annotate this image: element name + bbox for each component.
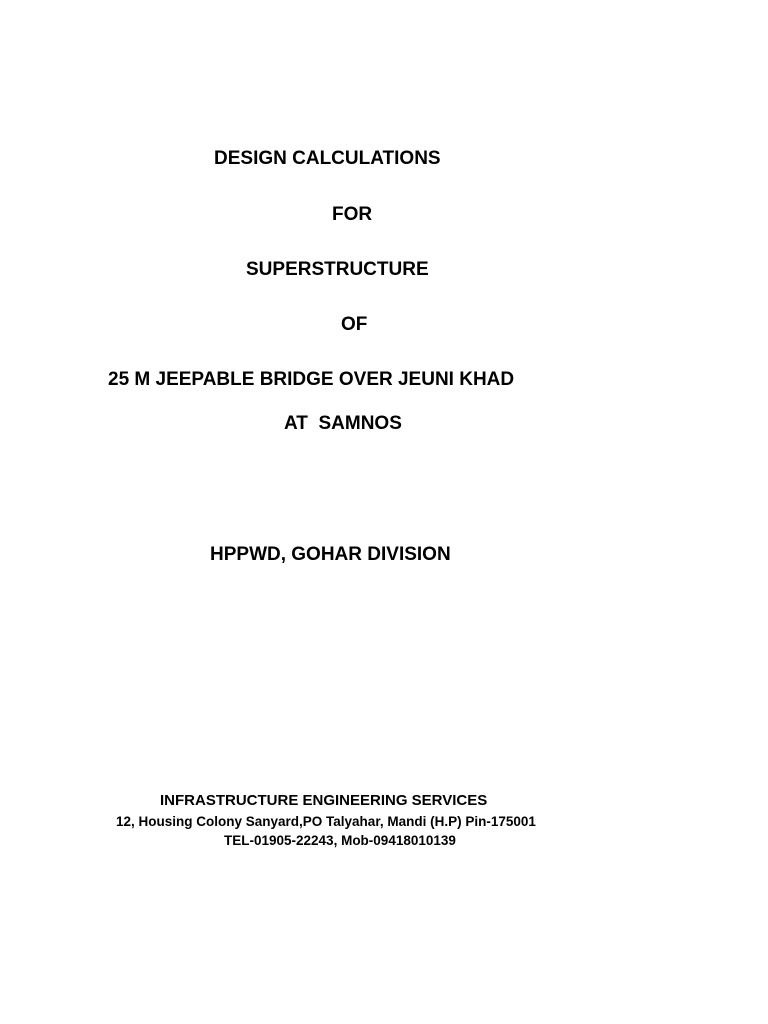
company-address: 12, Housing Colony Sanyard,PO Talyahar, Mandi (H.P) Pin-175001 — [116, 814, 536, 829]
title-line-for: FOR — [332, 204, 373, 225]
title-line-design-calculations: DESIGN CALCULATIONS — [214, 148, 441, 169]
company-contact: TEL-01905-22243, Mob-09418010139 — [224, 833, 456, 848]
company-name: INFRASTRUCTURE ENGINEERING SERVICES — [160, 792, 488, 809]
title-line-superstructure: SUPERSTRUCTURE — [246, 259, 429, 280]
title-line-location: AT SAMNOS — [284, 413, 402, 434]
title-line-bridge: 25 M JEEPABLE BRIDGE OVER JEUNI KHAD — [108, 369, 515, 390]
division-heading: HPPWD, GOHAR DIVISION — [210, 544, 451, 565]
title-line-of: OF — [341, 314, 368, 335]
